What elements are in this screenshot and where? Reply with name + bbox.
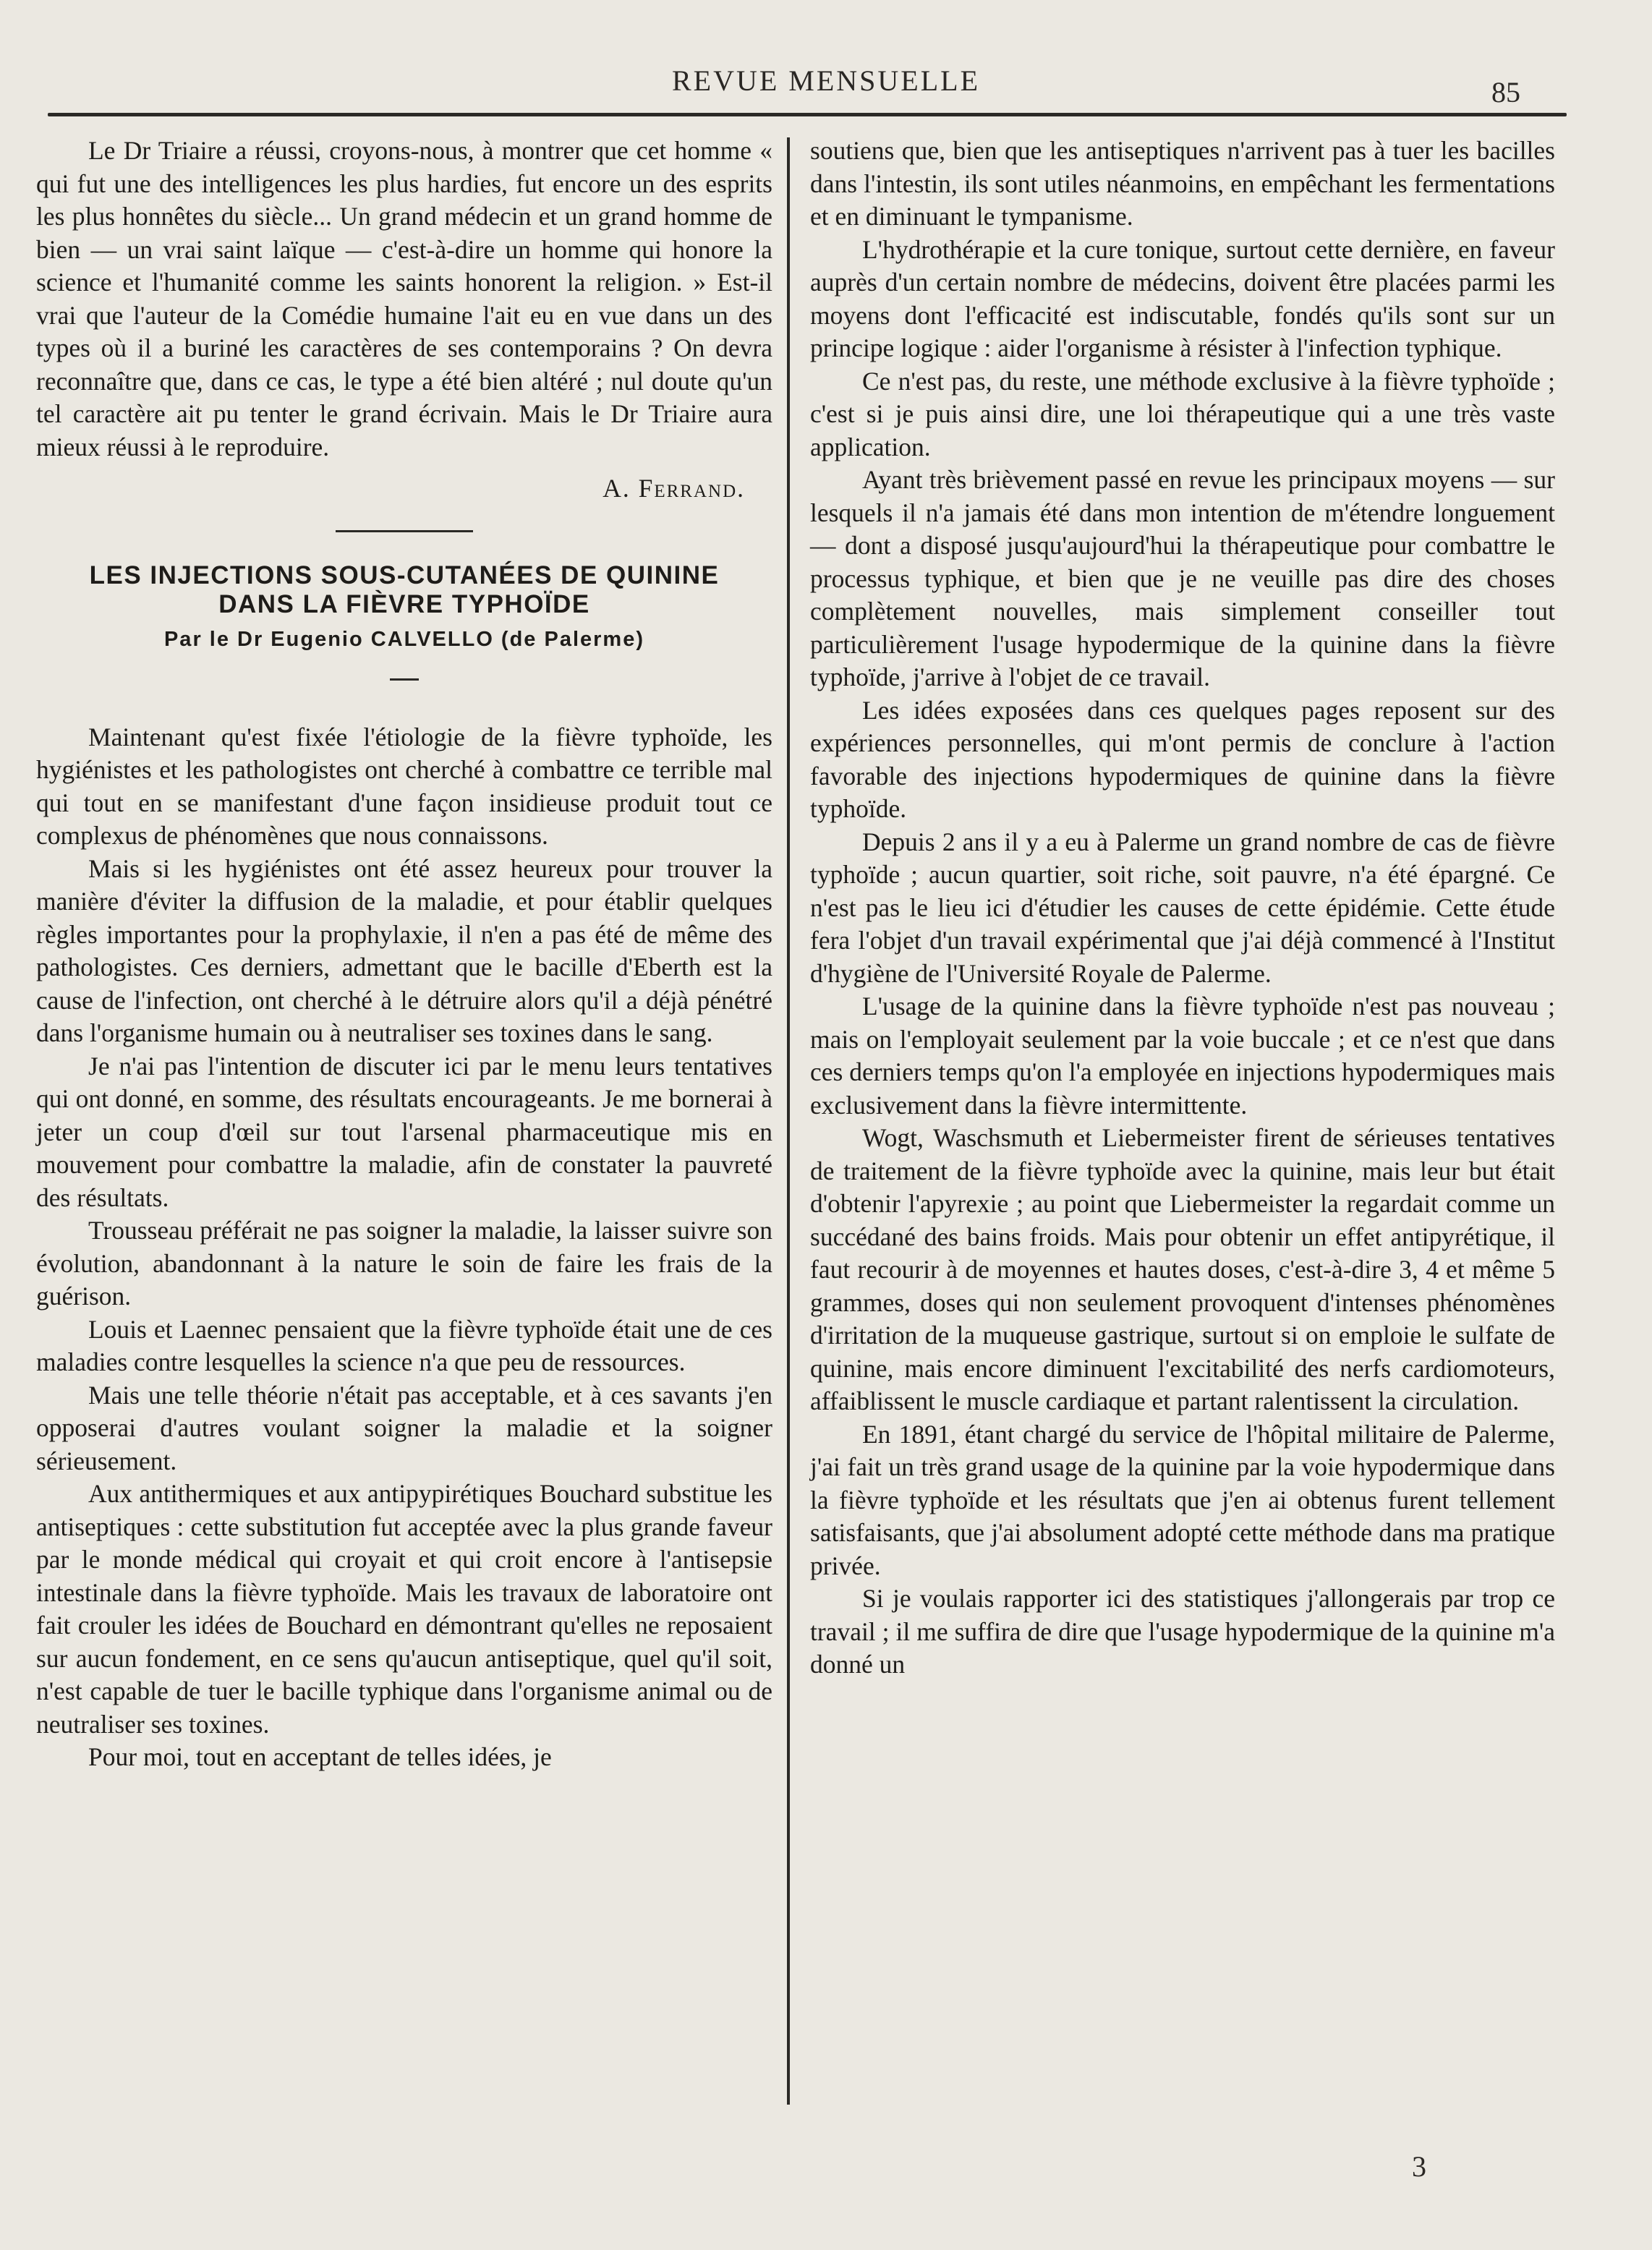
- body-paragraph: Les idées exposées dans ces quelques pages reposent sur des expériences personnelles, qui m'ont permis de conclure à l'action favorable des injections hypodermiques de quinine dans la fièvre typhoïde.: [810, 695, 1555, 823]
- body-paragraph: Pour moi, tout en acceptant de telles idées, je: [88, 1742, 552, 1771]
- article-byline: Par le Dr Eugenio CALVELLO (de Palerme): [163, 627, 645, 651]
- previous-article-paragraph: Le Dr Triaire a réussi, croyons-nous, à montrer que cet homme « qui fut une des intelligences les plus hardies, fut encore un des esprits les plus honnêtes du siècle... Un grand médecin et un grand homme de bien — un vrai saint laïque — c'est-à-dire un homme qui honore la science et l'humanité comme les saints honorent la religion. » Est-il vrai que l'auteur de la Comédie humaine l'ait eu en vue dans un des types où il a buriné les caractères de ses contemporains ? On devra reconnaître que, dans ce cas, le type a été bien altéré ; nul doute qu'un tel caractère ait pu tenter le grand écrivain. Mais le Dr Triaire aura mieux réussi à le reproduire.: [36, 136, 772, 461]
- body-paragraph: Wogt, Waschsmuth et Liebermeister firent de sérieuses tentatives de traitement de la fièvre typhoïde avec la quinine, mais leur but était d'obtenir l'apyrexie ; au point que Liebermeister la regardait comme un succédané des bains froids. Mais pour obtenir un effet antipyrétique, il faut recourir à de moyennes et hautes doses, c'est-à-dire 3, 4 et même 5 grammes, doses qui non seulement provoquent d'intenses phénomènes d'irritation de la muqueuse gastrique, surtout si on emploie le sulfate de quinine, mais encore diminuent l'excitabilité des nerfs cardiomoteurs, affaiblissent le muscle cardiaque et partant ralentissent la circulation.: [810, 1123, 1555, 1415]
- section-divider: [336, 530, 473, 532]
- body-paragraph: Ce n'est pas, du reste, une méthode exclusive à la fièvre typhoïde ; c'est si je puis ainsi dire, une loi thérapeutique qui a une très vaste application.: [810, 366, 1555, 461]
- byline-dash: [390, 678, 419, 681]
- body-paragraph: En 1891, étant chargé du service de l'hôpital militaire de Palerme, j'ai fait un très grand usage de la quinine par la voie hypodermique dans la fièvre typhoïde et les résultats que j'en ai obtenus furent tellement satisfaisants, que j'ai absolument adopté cette méthode dans ma pratique privée.: [810, 1419, 1555, 1580]
- article-title-line-1: LES INJECTIONS SOUS-CUTANÉES DE QUININE: [89, 561, 720, 589]
- body-paragraph: Si je voulais rapporter ici des statistiques j'allongerais par trop ce travail ; il me suffira de dire que l'usage hypodermique de la quinine m'a donné un: [810, 1584, 1555, 1679]
- body-paragraph: Maintenant qu'est fixée l'étiologie de la fièvre typhoïde, les hygiénistes et les pathologistes ont cherché à combattre ce terrible mal qui tout en se manifestant d'une façon insidieuse produit tout ce complexus de phénomènes que nous connaissons.: [36, 722, 772, 850]
- body-paragraph: Aux antithermiques et aux antipypirétiques Bouchard substitue les antiseptiques : cette substitution fut acceptée avec la plus grande faveur par le monde médical qui croyait et qui croit encore à l'antisepsie intestinale dans la fièvre typhoïde. Mais les travaux de laboratoire ont fait crouler les idées de Bouchard en démontrant qu'elles ne reposaient sur aucun fondement, en ce sens qu'aucun antiseptique, quel qu'il soit, n'est capable de tuer le bacille typhique dans l'organisme animal ou de neutraliser ses toxines.: [36, 1479, 772, 1739]
- previous-article-signature: A. Ferrand.: [603, 474, 745, 503]
- body-paragraph: Trousseau préférait ne pas soigner la maladie, la laisser suivre son évolution, abandonnant à la nature le soin de faire les frais de la guérison.: [36, 1216, 772, 1311]
- left-column: [36, 135, 772, 1774]
- signature-mark: 3: [1412, 2150, 1426, 2183]
- body-paragraph: Depuis 2 ans il y a eu à Palerme un grand nombre de cas de fièvre typhoïde ; aucun quartier, soit riche, soit pauvre, n'a été épargné. Ce n'est pas le lieu ici d'étudier les causes de cette épidémie. Cette étude fera l'objet d'un travail expérimental que j'ai déjà commencé à l'Institut d'hygiène de l'Université Royale de Palerme.: [810, 827, 1555, 988]
- body-paragraph: Mais une telle théorie n'était pas acceptable, et à ces savants j'en opposerai d'autres voulant soigner la maladie et la soigner sérieusement.: [36, 1380, 772, 1475]
- article-title-line-2: DANS LA FIÈVRE TYPHOÏDE: [218, 589, 590, 618]
- body-paragraph: Je n'ai pas l'intention de discuter ici par le menu leurs tentatives qui ont donné, en somme, des résultats encourageants. Je me bornerai à jeter un coup d'œil sur tout l'arsenal pharmaceutique mis en mouvement pour combattre la maladie, afin de constater la pauvreté des résultats.: [36, 1051, 772, 1212]
- body-paragraph-continued: soutiens que, bien que les antiseptiques n'arrivent pas à tuer les bacilles dans l'intestin, ils sont utiles néanmoins, en empêchant les fermentations et en diminuant le tympanisme.: [810, 136, 1555, 231]
- column-rule: [787, 137, 790, 2105]
- page-number: 85: [1491, 76, 1520, 108]
- right-column: [810, 135, 1555, 1682]
- body-paragraph: L'hydrothérapie et la cure tonique, surtout cette dernière, en faveur auprès d'un certain nombre de médecins, doivent être placées parmi les moyens dont l'efficacité est indiscutable, fondés qu'ils sont sur un principe logique : aider l'organisme à résister à l'infection typhique.: [810, 234, 1555, 362]
- body-paragraph: Ayant très brièvement passé en revue les principaux moyens — sur lesquels il n'a jamais été dans mon intention de m'étendre longuement — dont a disposé jusqu'aujourd'hui la thérapeutique pour combattre le processus typhique, et bien que je ne veuille pas dire des choses complètement nouvelles, mais simplement conseiller tout particulièrement l'usage hypodermique de la quinine dans la fièvre typhoïde, j'arrive à l'objet de ce travail.: [810, 465, 1555, 691]
- running-head: REVUE MENSUELLE: [671, 64, 981, 97]
- header-rule: [48, 113, 1567, 116]
- body-paragraph: Mais si les hygiénistes ont été assez heureux pour trouver la manière d'éviter la diffusion de la maladie, et pour établir quelques règles importantes pour la prophylaxie, il n'en a pas été de même des pathologistes. Ces derniers, admettant que le bacille d'Eberth est la cause de l'infection, ont cherché à le détruire alors qu'il a déjà pénétré dans l'organisme humain ou à neutraliser ses toxines dans le sang.: [36, 853, 772, 1047]
- body-paragraph: L'usage de la quinine dans la fièvre typhoïde n'est pas nouveau ; mais on l'employait seulement par la voie buccale ; et ce n'est que dans ces derniers temps qu'on l'a employée en injections hypodermiques mais exclusivement dans la fièvre intermittente.: [810, 992, 1555, 1120]
- body-paragraph: Louis et Laennec pensaient que la fièvre typhoïde était une de ces maladies contre lesquelles la science n'a que peu de ressources.: [36, 1314, 772, 1376]
